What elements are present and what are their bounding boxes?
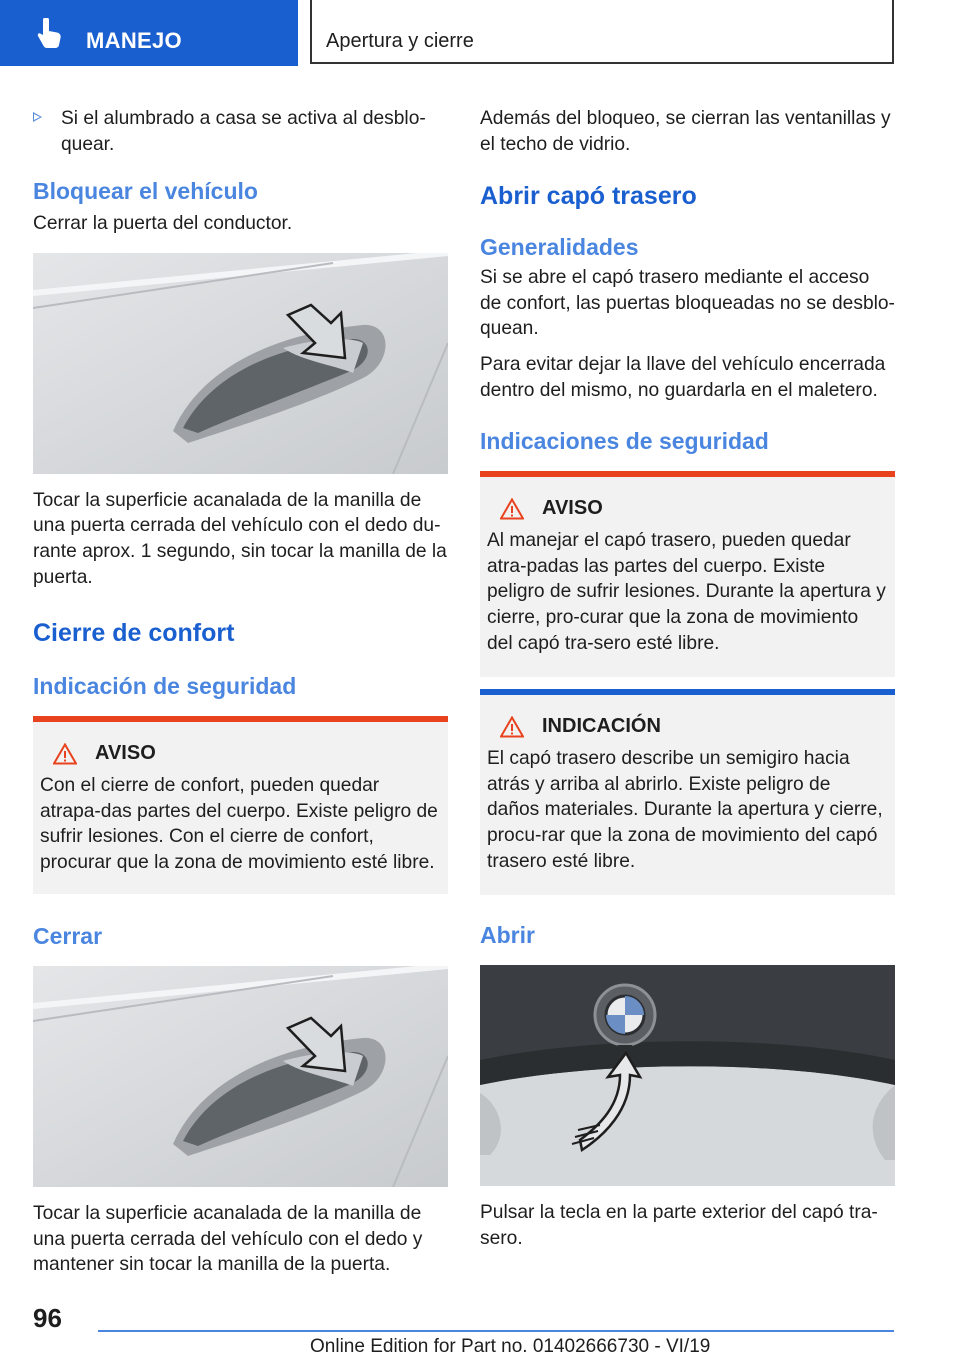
paragraph-pulsar: Pulsar la tecla en la parte exterior del capó tra‐sero. [480,1202,878,1249]
tailgate-figure [480,965,895,1186]
warning-box-confort [33,716,448,894]
heading-abrir-capo: Abrir capó trasero [480,182,697,211]
breadcrumb-text: Apertura y cierre [326,30,474,52]
warning-box-capo [480,471,895,677]
warning-triangle-icon [53,743,77,765]
tailgate-illustration [480,965,895,1186]
warning-label: AVISO [542,497,603,520]
info-box-capo [480,689,895,895]
hand-pointer-icon [34,18,66,50]
warning-title [40,742,440,765]
heading-indicacion-seguridad: Indicación de seguridad [33,673,297,700]
paragraph-tocar-1: Tocar la superficie acanalada de la manilla de una puerta cerrada del vehículo con el dedo du‐rante aprox. 1 segundo, sin tocar la manilla de la puerta. [33,489,447,588]
paragraph-generalidades-1: Si se abre el capó trasero mediante el acceso de confort, las puertas bloqueadas no se desblo‐quean. [480,267,895,340]
warning-text: Al manejar el capó trasero, pueden quedar atra‐padas las partes del cuerpo. Existe peligro de sufrir lesiones. Durante la apertura y cierre, pro‐curar que la zona de movimiento del capó tra‐sero esté libre. [487,530,886,654]
paragraph-tocar-2: Tocar la superficie acanalada de la manilla de una puerta cerrada del vehículo con el dedo y mantener sin tocar la manilla de la puerta. [33,1203,423,1276]
page-number: 96 [33,1303,62,1333]
door-handle-illustration [33,253,448,474]
info-label: INDICACIÓN [542,715,661,738]
warning-triangle-icon [500,498,524,520]
warning-text: Con el cierre de confort, pueden quedar atrapa‐das partes del cuerpo. Existe peligro de sufrir lesiones. Con el cierre de confort, procurar que la zona de movimiento esté libre. [40,775,438,873]
heading-cerrar: Cerrar [33,923,103,950]
heading-cierre-confort: Cierre de confort [33,619,235,648]
info-title [487,715,887,738]
right-column [480,98,895,1251]
door-handle-figure-1 [33,253,448,474]
bullet-item [33,106,448,157]
info-text: El capó trasero describe un semigiro hacia atrás y arriba al abrirlo. Existe peligro de daños materiales. Durante la apertura y cierre, procu‐rar que la zona de movimiento del capó trasero esté libre. [487,748,883,872]
heading-bloquear: Bloquear el vehículo [33,178,258,205]
breadcrumb [310,0,894,64]
heading-generalidades: Generalidades [480,234,639,261]
heading-abrir: Abrir [480,922,535,949]
warning-label: AVISO [95,742,156,765]
warning-title [487,497,887,520]
footer-divider [98,1330,894,1332]
footer-edition: Online Edition for Part no. 01402666730 - VI/19 [310,1336,711,1357]
heading-indicaciones-seguridad: Indicaciones de seguridad [480,428,769,455]
section-tab [0,0,298,66]
warning-triangle-icon [500,716,524,738]
left-column [33,98,448,1278]
paragraph-ademas: Además del bloqueo, se cierran las ventanillas y el techo de vidrio. [480,108,891,155]
paragraph-cerrar-puerta: Cerrar la puerta del conductor. [33,213,293,235]
door-handle-illustration [33,966,448,1187]
paragraph-generalidades-2: Para evitar dejar la llave del vehículo encerrada dentro del mismo, no guardarla en el maletero. [480,353,886,401]
door-handle-figure-2 [33,966,448,1187]
section-label: MANEJO [86,28,182,53]
bullet-text: Si el alumbrado a casa se activa al desblo‐quear. [61,108,426,155]
